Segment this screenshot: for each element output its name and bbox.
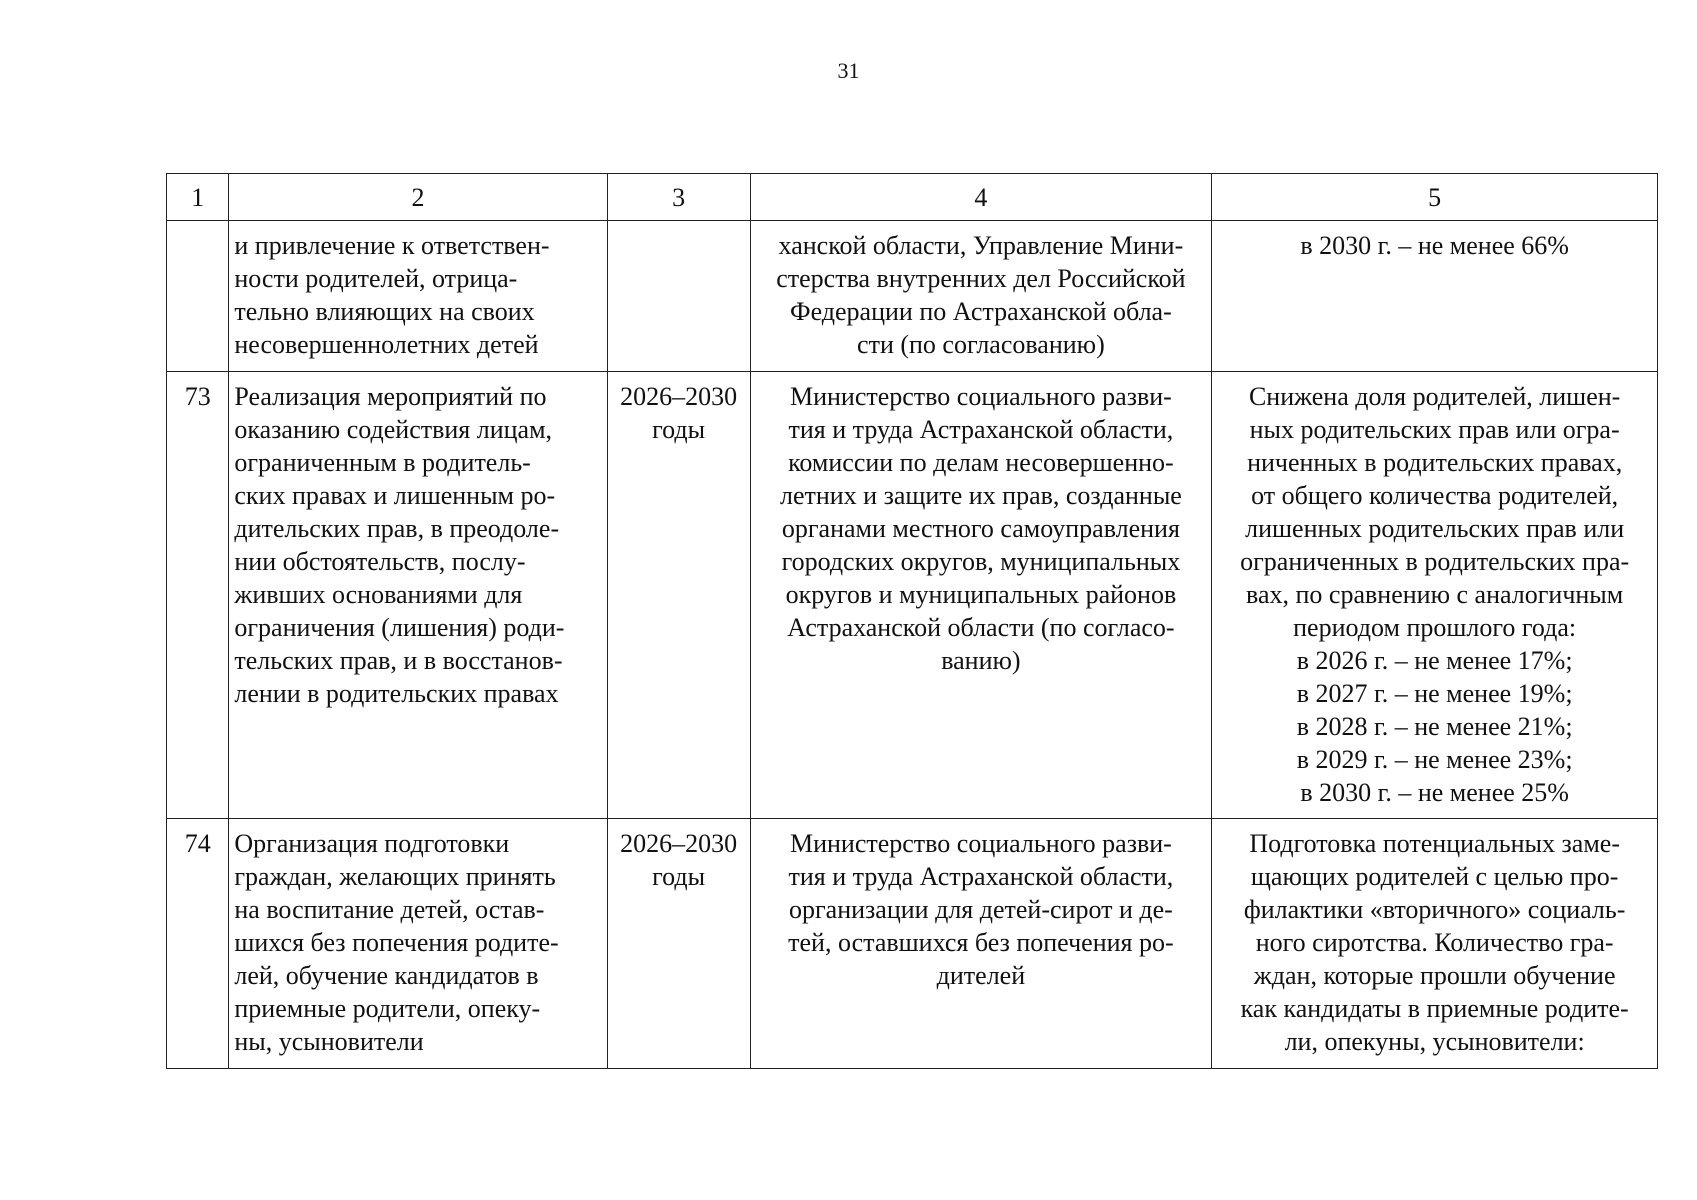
cell-text-line: как кандидаты в приемные родите- — [1240, 994, 1629, 1023]
cell-text-line: живших основаниями для — [234, 580, 523, 609]
cell-text-line: в 2027 г. – не менее 19%; — [1296, 679, 1573, 708]
cell-text-line: Астраханской области (по согласо- — [787, 613, 1175, 642]
cell-text-line: ности родителей, отрица- — [234, 264, 518, 293]
period-cell — [607, 819, 750, 1069]
row-number-cell: 73 — [167, 372, 229, 819]
header-cell-5: 5 — [1212, 174, 1658, 221]
cell-text-line: лей, обучение кандидатов в — [234, 961, 539, 990]
cell-text-line: организации для детей-сирот и де- — [789, 895, 1173, 924]
cell-text-line: в 2028 г. – не менее 21%; — [1296, 712, 1573, 741]
cell-text-line: ного сиротства. Количество гра- — [1255, 928, 1614, 957]
cell-text-line: тия и труда Астраханской области, — [788, 415, 1174, 444]
header-cell-1: 1 — [167, 174, 229, 221]
cell-text-line: дителей — [936, 961, 1026, 990]
cell-text-line: лишенных родительских прав или — [1245, 514, 1625, 543]
cell-text-line: ных родительских прав или огра- — [1249, 415, 1620, 444]
cell-text-line: граждан, желающих принять — [234, 862, 556, 891]
cell-text-line: ли, опекуны, усыновители: — [1284, 1027, 1585, 1056]
header-cell-3: 3 — [607, 174, 750, 221]
cell-text-line: годы — [652, 415, 706, 444]
plan-table — [166, 173, 1658, 1069]
cell-text-line: Реализация мероприятий по — [234, 382, 547, 411]
cell-text-line: несовершеннолетних детей — [234, 330, 539, 359]
activity-name-cell — [229, 372, 607, 819]
cell-text-line: на воспитание детей, остав- — [234, 895, 545, 924]
cell-text-line: ограниченных в родительских пра- — [1240, 547, 1630, 576]
cell-text-line: тия и труда Астраханской области, — [788, 862, 1174, 891]
activity-name-cell — [229, 221, 607, 372]
activity-name-cell — [229, 819, 607, 1069]
period-cell — [607, 372, 750, 819]
page-number: 31 — [837, 58, 860, 83]
cell-text-line: нии обстоятельств, послу- — [234, 547, 526, 576]
cell-text-line: ограничения (лишения) роди- — [234, 613, 565, 642]
cell-text-line: Снижена доля родителей, лишен- — [1248, 382, 1621, 411]
table-row — [167, 221, 1658, 372]
cell-text-line: и привлечение к ответствен- — [234, 231, 550, 260]
cell-text-line: лении в родительских правах — [234, 679, 559, 708]
cell-text-line: в 2030 г. – не менее 66% — [1300, 231, 1569, 260]
cell-text-line: 2026–2030 — [620, 829, 738, 858]
table-header-row — [167, 174, 1658, 221]
cell-text-line: тей, оставшихся без попечения ро- — [788, 928, 1174, 957]
cell-text-line: Подготовка потенциальных заме- — [1249, 829, 1620, 858]
cell-text-line: ских правах и лишенным ро- — [234, 481, 556, 510]
cell-text-line: вах, по сравнению с аналогичным — [1246, 580, 1624, 609]
cell-text-line: щающих родителей с целью про- — [1250, 862, 1619, 891]
cell-text-line: комиссии по делам несовершенно- — [788, 448, 1174, 477]
cell-text-line: ограниченным в родитель- — [234, 448, 531, 477]
cell-text-line: Федерации по Астраханской обла- — [790, 297, 1172, 326]
cell-text-line: ниченных в родительских правах, — [1247, 448, 1623, 477]
result-cell — [1212, 819, 1658, 1069]
cell-text-line: дительских прав, в преодоле- — [234, 514, 560, 543]
cell-text-line: тельских прав, и в восстанов- — [234, 646, 563, 675]
cell-text-line: сти (по согласованию) — [857, 330, 1105, 359]
executor-cell — [750, 372, 1212, 819]
cell-text-line: ны, усыновители — [234, 1027, 424, 1056]
cell-text-line: оказанию содействия лицам, — [234, 415, 553, 444]
cell-text-line: приемные родители, опеку- — [234, 994, 541, 1023]
period-cell — [607, 221, 750, 372]
cell-text-line: годы — [652, 862, 706, 891]
cell-text-line: органами местного самоуправления — [781, 514, 1180, 543]
cell-text-line: ванию) — [941, 646, 1021, 675]
cell-text-line: шихся без попечения родите- — [234, 928, 559, 957]
executor-cell — [750, 819, 1212, 1069]
cell-text-line: от общего количества родителей, — [1251, 481, 1619, 510]
cell-text-line: в 2029 г. – не менее 23%; — [1296, 745, 1573, 774]
cell-text-line: филактики «вторичного» социаль- — [1243, 895, 1626, 924]
cell-text-line: в 2026 г. – не менее 17%; — [1296, 646, 1573, 675]
cell-text-line: Министерство социального разви- — [789, 382, 1172, 411]
header-cell-4: 4 — [750, 174, 1212, 221]
header-cell-2: 2 — [229, 174, 607, 221]
table-row — [167, 819, 1658, 1069]
row-number-cell: 74 — [167, 819, 229, 1069]
cell-text-line: городских округов, муниципальных — [781, 547, 1181, 576]
cell-text-line: летних и защите их прав, созданные — [779, 481, 1182, 510]
cell-text-line: стерства внутренних дел Российской — [776, 264, 1186, 293]
executor-cell — [750, 221, 1212, 372]
table-row — [167, 372, 1658, 819]
cell-text-line: в 2030 г. – не менее 25% — [1300, 778, 1569, 807]
cell-text-line: округов и муниципальных районов — [785, 580, 1177, 609]
cell-text-line: ждан, которые прошли обучение — [1253, 961, 1616, 990]
cell-text-line: 2026–2030 — [620, 382, 738, 411]
cell-text-line: Министерство социального разви- — [789, 829, 1172, 858]
result-cell — [1212, 372, 1658, 819]
cell-text-line: ханской области, Управление Мини- — [778, 231, 1184, 260]
cell-text-line: Организация подготовки — [234, 829, 510, 858]
row-number-cell — [167, 221, 229, 372]
cell-text-line: периодом прошлого года: — [1293, 613, 1577, 642]
cell-text-line: тельно влияющих на своих — [234, 297, 535, 326]
result-cell — [1212, 221, 1658, 372]
